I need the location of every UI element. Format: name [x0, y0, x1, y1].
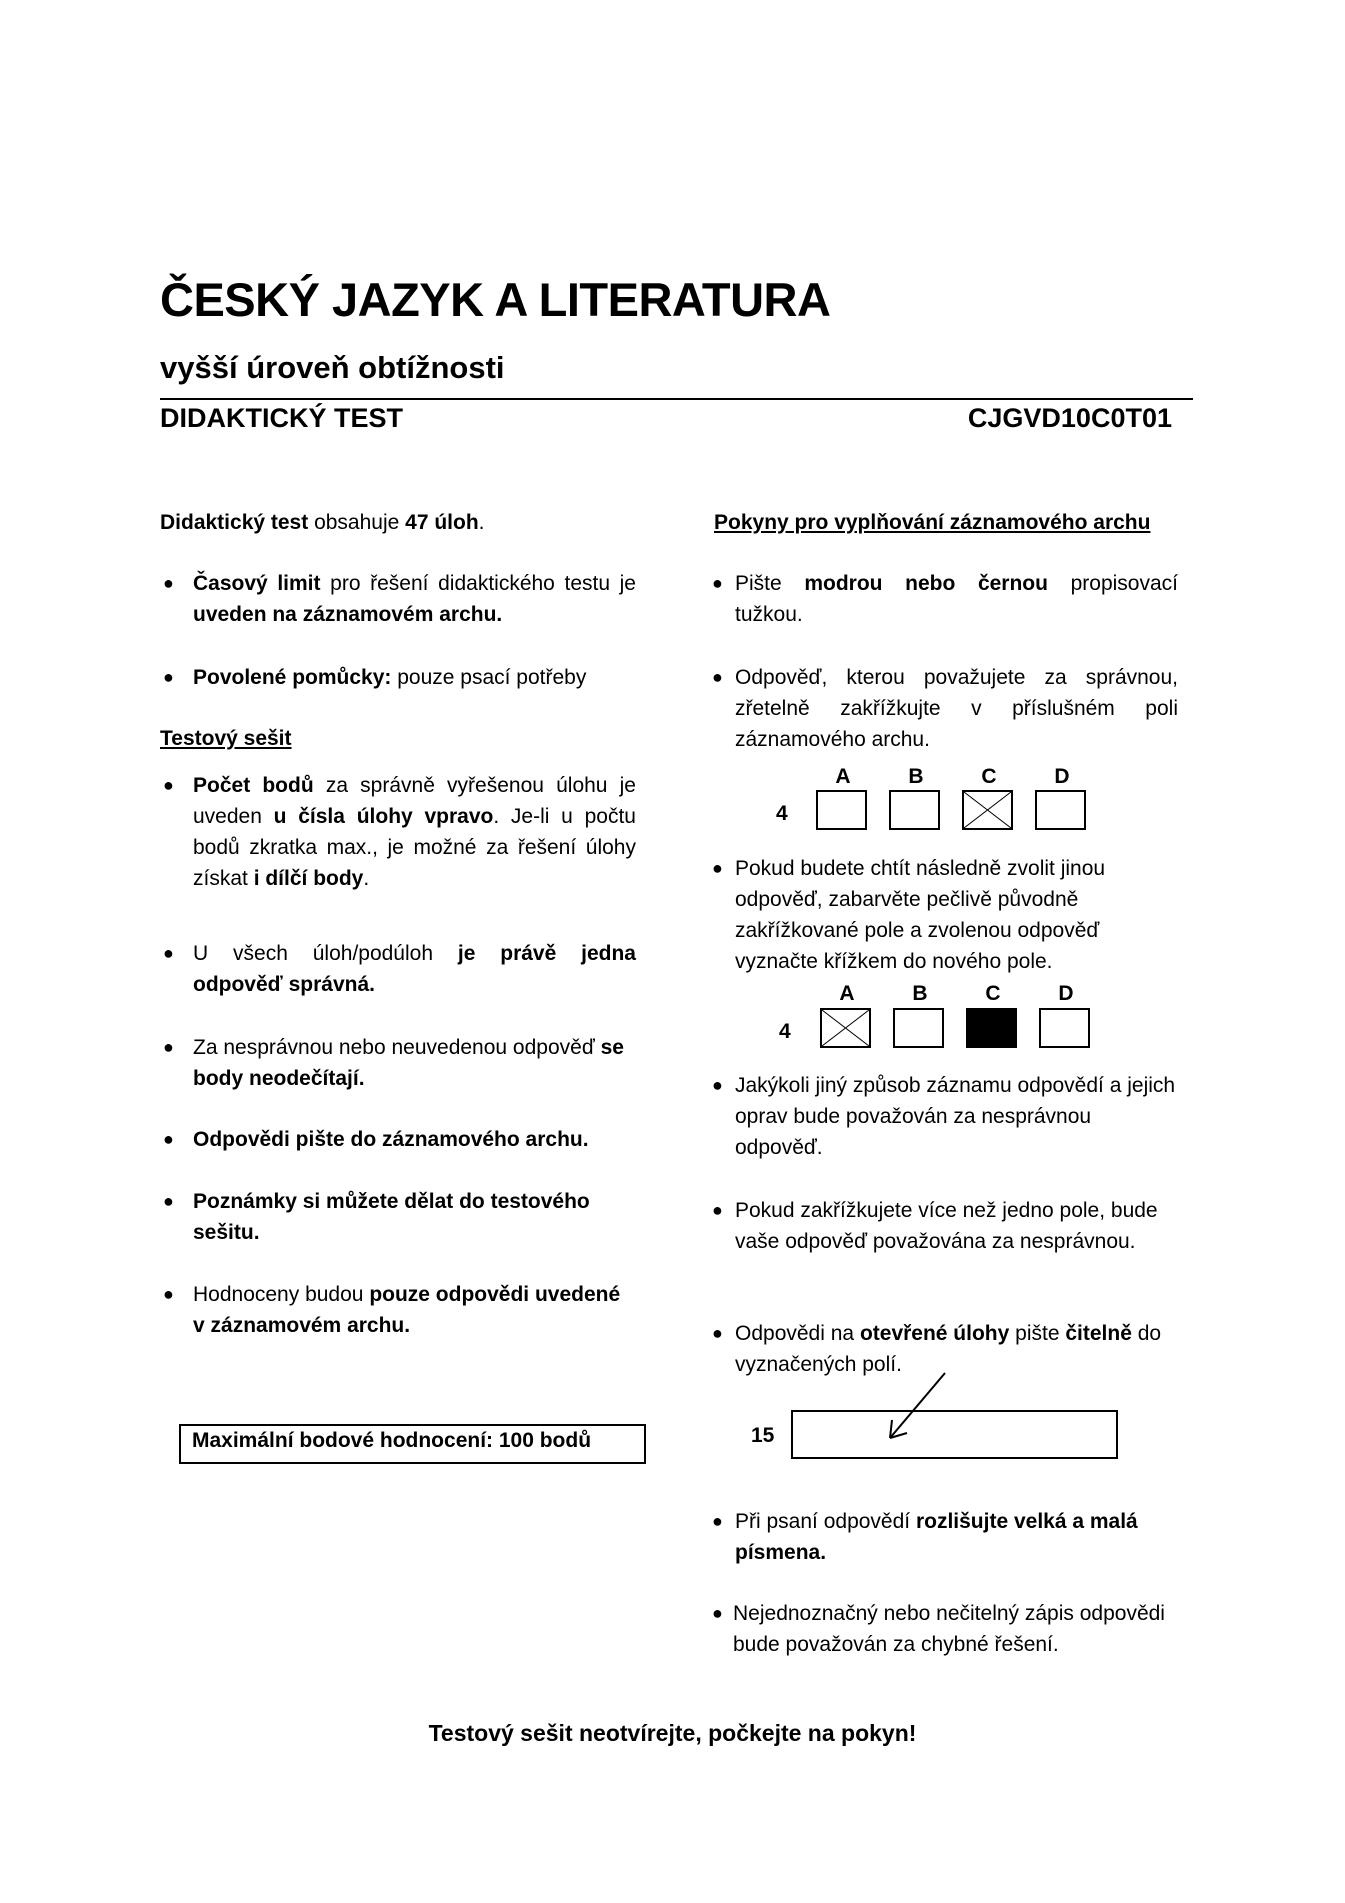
question-number: 4: [776, 802, 788, 825]
grid-letter: A: [839, 982, 855, 1005]
header-rule: [160, 398, 1193, 400]
intro-text: Didaktický test obsahuje 47 úloh.: [160, 511, 485, 534]
bullet-icon: ●: [163, 1037, 174, 1057]
bullet-icon: ●: [712, 1323, 723, 1343]
instructions-heading: Pokyny pro vyplňování záznamového archu: [714, 511, 1151, 534]
answer-box: [816, 790, 867, 830]
answer-box: [1035, 790, 1086, 830]
section-heading: Testový sešit: [160, 727, 292, 750]
list-item: ● U všech úloh/podúloh je právě jedna odpověď správná.: [193, 938, 636, 1000]
list-item: ● Povolené pomůcky: pouze psací potřeby: [193, 662, 636, 693]
question-number: 15: [751, 1424, 775, 1447]
cross-icon: [964, 792, 1011, 828]
answer-box: [1039, 1008, 1090, 1048]
bullet-icon: ●: [712, 1200, 723, 1220]
list-item: ● Odpověď, kterou považujete za správnou, zřetelně zakřížkujte v příslušném poli záznamového archu.: [735, 662, 1178, 755]
list-item: ● Pokud budete chtít následně zvolit jinou odpověď, zabarvěte pečlivě původně zakřížkované pole a zvolenou odpověď vyznačte křížkem do nového pole.: [735, 853, 1178, 977]
answer-box: [889, 790, 940, 830]
answer-box-filled: [966, 1008, 1017, 1048]
bullet-icon: ●: [163, 943, 174, 963]
bullet-icon: ●: [163, 667, 174, 687]
arrow-icon: [880, 1370, 960, 1445]
grid-letter: B: [908, 765, 924, 788]
list-item: ● Pište modrou nebo černou propisovací tužkou.: [735, 568, 1178, 630]
question-number: 4: [779, 1020, 791, 1043]
bullet-icon: ●: [712, 667, 723, 687]
cross-icon: [822, 1010, 869, 1046]
answer-box: [893, 1008, 944, 1048]
grid-letter: D: [1054, 765, 1070, 788]
bullet-icon: ●: [163, 775, 174, 795]
max-score-text: Maximální bodové hodnocení: 100 bodů: [192, 1429, 592, 1452]
list-item: ● Nejednoznačný nebo nečitelný zápis odpovědi bude považován za chybné řešení.: [733, 1598, 1183, 1660]
grid-letter: C: [985, 982, 1001, 1005]
grid-letter: C: [981, 765, 997, 788]
list-item: ● Při psaní odpovědí rozlišujte velká a malá písmena.: [735, 1506, 1178, 1568]
page-subtitle: vyšší úroveň obtížnosti: [160, 350, 505, 385]
test-type: DIDAKTICKÝ TEST: [160, 403, 403, 433]
list-item: ● Poznámky si můžete dělat do testového sešitu.: [193, 1186, 636, 1248]
bullet-icon: ●: [163, 573, 174, 593]
list-item: ● Odpovědi pište do záznamového archu.: [193, 1124, 636, 1155]
list-item: ● Odpovědi na otevřené úlohy pište čitelně do vyznačených polí.: [735, 1318, 1178, 1380]
page-title: ČESKÝ JAZYK A LITERATURA: [160, 273, 831, 326]
bullet-icon: ●: [712, 1511, 723, 1531]
list-item: ● Jakýkoli jiný způsob záznamu odpovědí a jejich oprav bude považován za nesprávnou odpověď.: [735, 1070, 1178, 1163]
answer-box-crossed: [820, 1008, 871, 1048]
test-code: CJGVD10C0T01: [967, 403, 1172, 433]
grid-letter: B: [912, 982, 928, 1005]
bullet-icon: ●: [712, 1603, 723, 1623]
footer-note: Testový sešit neotvírejte, počkejte na pokyn!: [428, 1720, 917, 1746]
list-item: ● Časový limit pro řešení didaktického testu je uveden na záznamovém archu.: [193, 568, 636, 630]
bullet-icon: ●: [163, 1129, 174, 1149]
bullet-icon: ●: [712, 573, 723, 593]
bullet-icon: ●: [712, 1075, 723, 1095]
answer-box-crossed: [962, 790, 1013, 830]
list-item: ● Za nesprávnou nebo neuvedenou odpověď se body neodečítají.: [193, 1032, 636, 1094]
list-item: ● Hodnoceny budou pouze odpovědi uvedené v záznamovém archu.: [193, 1279, 636, 1341]
list-item: ● Pokud zakřížkujete více než jedno pole, bude vaše odpověď považována za nesprávnou.: [735, 1195, 1178, 1257]
bullet-icon: ●: [163, 1284, 174, 1304]
list-item: ● Počet bodů za správně vyřešenou úlohu je uveden u čísla úlohy vpravo. Je-li u počtu bodů zkratka max., je možné za řešení úlohy získat i dílčí body.: [193, 770, 636, 894]
bullet-icon: ●: [163, 1191, 174, 1211]
bullet-icon: ●: [712, 858, 723, 878]
grid-letter: D: [1058, 982, 1074, 1005]
grid-letter: A: [835, 765, 851, 788]
